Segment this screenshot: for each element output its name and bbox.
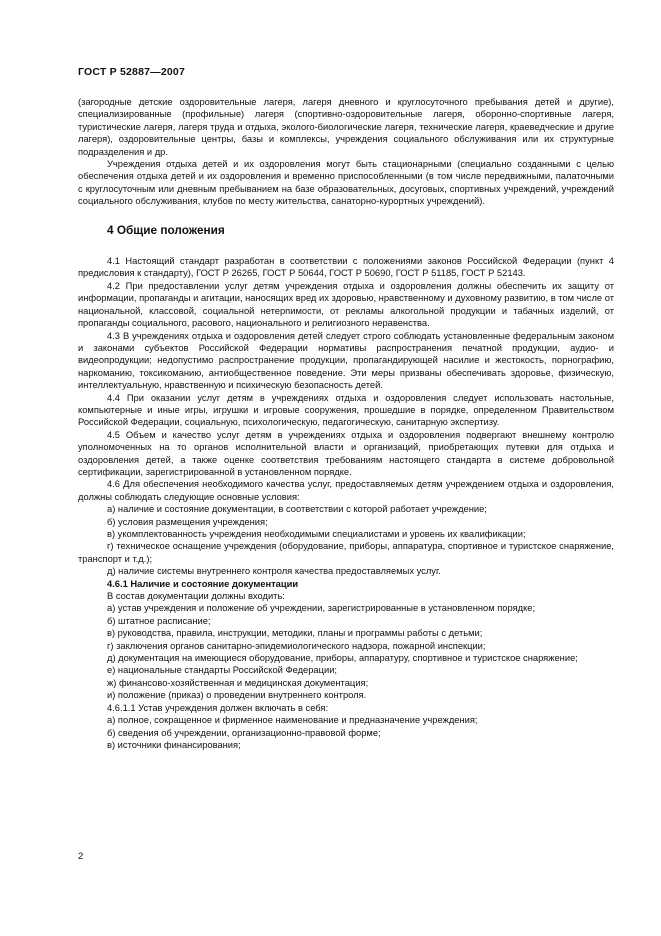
- paragraph-institution-kinds: Учреждения отдыха детей и их оздоровления могут быть стационарными (специально созданными с целью обеспечения отдыха детей и их оздоровления и временно приспособленными (в том числе передвижными, палаточными с круглосуточным или дневным пребыванием на базе образовательных, досуговых, спортивных учреждений, учреждений социального обслуживания, клубов по месту жительства, санаторно-курортных учреждений).: [78, 159, 614, 207]
- page-number: 2: [78, 851, 84, 862]
- clause-4-3: 4.3 В учреждениях отдыха и оздоровления детей следует строго соблюдать установленные федеральным законом и законами субъектов Российской Федерации нормативы распространения печатной продукции, аудио- и видеопродукции; недопустимо распространение продукции, пропагандирующей насилие и жестокость, порнографию, наркоманию, токсикоманию, антиобщественное поведение. Эти меры призваны обеспечивать здоровье, физическую, интеллектуальную, нравственную и психическую безопасность детей.: [78, 330, 614, 391]
- list-item: д) документация на имеющиеся оборудование, приборы, аппаратуру, спортивное и туристское снаряжение;: [107, 653, 578, 664]
- list-item: а) устав учреждения и положение об учреждении, зарегистрированные в установленном порядке;: [107, 603, 536, 614]
- section-heading: 4 Общие положения: [107, 222, 225, 237]
- subclause-heading-4-6-1: 4.6.1 Наличие и состояние документации: [107, 578, 299, 589]
- paragraph-camp-types: (загородные детские оздоровительные лагеря, лагеря дневного и круглосуточного пребывания детей и другие), специализированные (профильные) лагеря (спортивно-оздоровительные лагеря, оборонно-спортивные лагеря, туристические лагеря, лагеря труда и отдыха, эколого-биологические лагеря, технические лагеря, краеведческие и другие лагеря), оздоровительные центры, базы и комплексы, учреждения социального обслуживания или их структурные подразделения и др.: [78, 97, 614, 157]
- list-item: б) условия размещения учреждения;: [107, 516, 268, 527]
- list-item: и) положение (приказ) о проведении внутреннего контроля.: [107, 690, 367, 701]
- clause-4-4: 4.4 При оказании услуг детям в учреждениях отдыха и оздоровления следует использовать настольные, компьютерные и иные игры, игрушки и игровые сооружения, прошедшие в порядке, определенном Правительством Российской Федерации, социальную, психологическую, педагогическую, санитарную экспертизу.: [78, 392, 614, 428]
- subclause-4-6-1-1: 4.6.1.1 Устав учреждения должен включать в себя:: [107, 702, 329, 713]
- document-code-header: ГОСТ Р 52887—2007: [78, 66, 186, 78]
- clause-4-6: 4.6 Для обеспечения необходимого качества услуг, предоставляемых детям учреждением отдыха и оздоровления, должны соблюдать следующие основные условия:: [78, 479, 614, 502]
- subclause-intro: В состав документации должны входить:: [107, 591, 285, 602]
- list-item: ж) финансово-хозяйственная и медицинская документация;: [107, 677, 369, 688]
- list-item: д) наличие системы внутреннего контроля качества предоставляемых услуг.: [107, 566, 441, 577]
- list-item: в) руководства, правила, инструкции, методики, планы и программы работы с детьми;: [107, 628, 483, 639]
- list-item: а) полное, сокращенное и фирменное наименование и предназначение учреждения;: [107, 715, 478, 726]
- clause-4-5: 4.5 Объем и качество услуг детям в учреждениях отдыха и оздоровления подвергают внешнему контролю уполномоченных на то органов исполнительной власти и организаций, приобретающих путевки для отдыха и оздоровления детей, а также оценке соответствия требованиям настоящего стандарта в системе добровольной сертификации, зарегистрированной в установленном порядке.: [78, 429, 614, 477]
- page-content: [78, 96, 614, 751]
- list-item: в) укомплектованность учреждения необходимыми специалистами и уровень их квалификации;: [107, 529, 526, 539]
- list-item: в) источники финансирования;: [107, 739, 241, 750]
- list-item: б) штатное расписание;: [107, 615, 211, 626]
- list-item: а) наличие и состояние документации, в соответствии с которой работает учреждение;: [107, 504, 487, 515]
- clause-4-1: 4.1 Настоящий стандарт разработан в соответствии с положениями законов Российской Федерации (пункт 4 предисловия к стандарту), ГОСТ Р 26265, ГОСТ Р 50644, ГОСТ Р 50690, ГОСТ Р 51185, ГОСТ Р 52143.: [78, 256, 614, 279]
- list-item: б) сведения об учреждении, организационно-правовой форме;: [107, 727, 381, 738]
- clause-4-2: 4.2 При предоставлении услуг детям учреждения отдыха и оздоровления должны обеспечить их защиту от информации, пропаганды и агитации, наносящих вред их здоровью, нравственному и духовному развитию, в том числе от национальной, классовой, социальной нетерпимости, от рекламы алкогольной продукции и табачных изделий, от пропаганды социального, расового, национального и религиозного неравенства.: [78, 280, 614, 329]
- list-item: г) заключения органов санитарно-эпидемиологического надзора, пожарной инспекции;: [107, 640, 486, 651]
- list-item: г) техническое оснащение учреждения (оборудование, приборы, аппаратура, спортивное и туристское снаряжение, транспорт и т.д.);: [78, 541, 614, 564]
- list-item: е) национальные стандарты Российской Федерации;: [107, 665, 338, 676]
